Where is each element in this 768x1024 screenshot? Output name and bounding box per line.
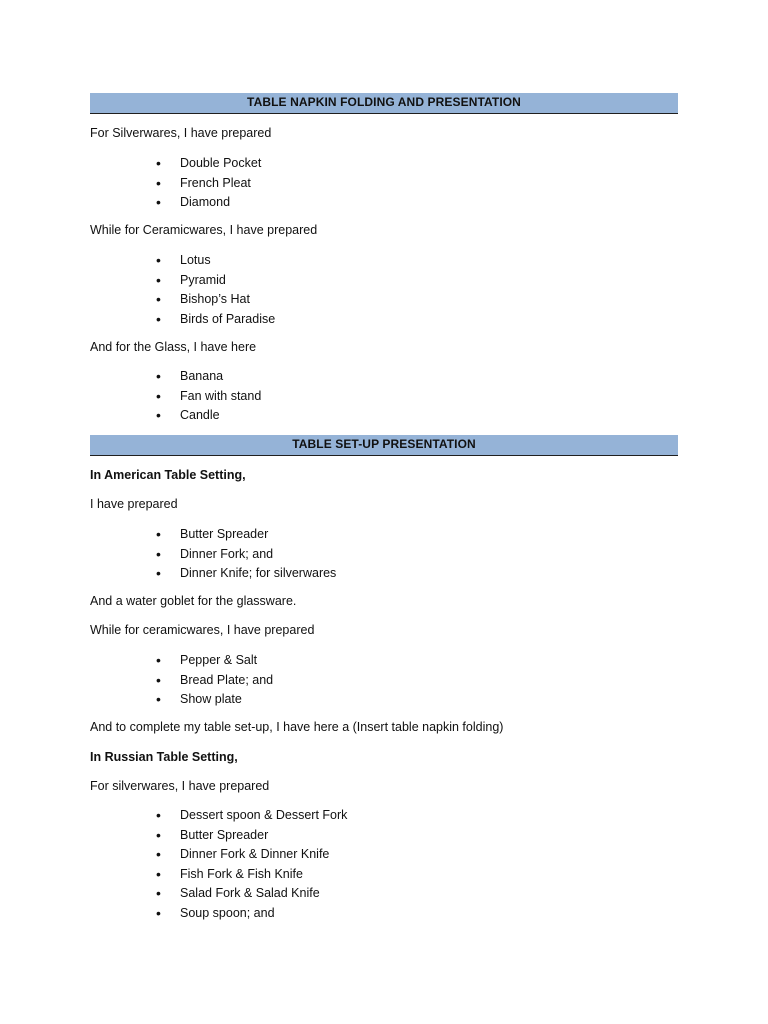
list-item: • Show plate <box>160 691 273 711</box>
list-item: • Soup spoon; and <box>160 905 347 925</box>
section-heading-table-setup: TABLE SET-UP PRESENTATION <box>90 435 678 456</box>
glass-intro: And for the Glass, I have here <box>90 340 257 354</box>
list-item: • Birds of Paradise <box>160 311 275 331</box>
section-heading-napkin-folding: TABLE NAPKIN FOLDING AND PRESENTATION <box>90 93 678 114</box>
ceramicwares-folding-list <box>160 252 275 330</box>
silverwares-intro: For Silverwares, I have prepared <box>90 126 272 140</box>
list-item: • Fan with stand <box>160 388 261 408</box>
list-item: • Lotus <box>160 252 275 272</box>
list-item: • Banana <box>160 368 261 388</box>
list-item: • Fish Fork & Fish Knife <box>160 866 347 886</box>
list-item: • Diamond <box>160 194 261 214</box>
list-item: • Dessert spoon & Dessert Fork <box>160 807 347 827</box>
american-silverwares-list <box>160 526 336 585</box>
list-item: • French Pleat <box>160 175 261 195</box>
list-item: • Butter Spreader <box>160 827 347 847</box>
american-ceramicwares-list <box>160 652 273 711</box>
list-item: • Pepper & Salt <box>160 652 273 672</box>
ceramicwares-intro: While for Ceramicwares, I have prepared <box>90 223 318 237</box>
american-setting-title: In American Table Setting, <box>90 468 246 482</box>
list-item: • Dinner Fork; and <box>160 546 336 566</box>
russian-intro: For silverwares, I have prepared <box>90 779 270 793</box>
russian-setting-title: In Russian Table Setting, <box>90 750 238 764</box>
complete-setup-text: And to complete my table set-up, I have here a (Insert table napkin folding) <box>90 720 504 734</box>
glass-folding-list <box>160 368 261 427</box>
list-item: • Bishop’s Hat <box>160 291 275 311</box>
list-item: • Candle <box>160 407 261 427</box>
american-intro: I have prepared <box>90 497 178 511</box>
list-item: • Double Pocket <box>160 155 261 175</box>
list-item: • Bread Plate; and <box>160 672 273 692</box>
list-item: • Salad Fork & Salad Knife <box>160 885 347 905</box>
list-item: • Dinner Knife; for silverwares <box>160 565 336 585</box>
list-item: • Pyramid <box>160 272 275 292</box>
list-item: • Butter Spreader <box>160 526 336 546</box>
silverwares-folding-list <box>160 155 261 214</box>
water-goblet-text: And a water goblet for the glassware. <box>90 594 297 608</box>
list-item: • Dinner Fork & Dinner Knife <box>160 846 347 866</box>
american-ceramic-intro: While for ceramicwares, I have prepared <box>90 623 315 637</box>
russian-silverwares-list <box>160 807 347 924</box>
